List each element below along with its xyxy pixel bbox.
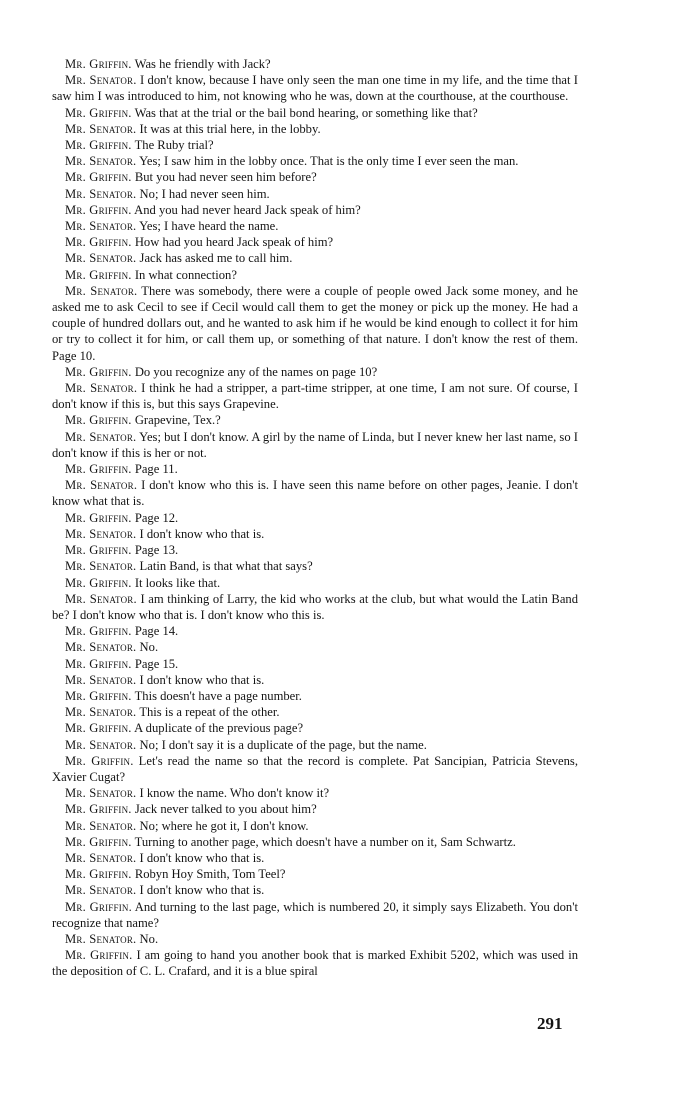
speaker-label: Mr. Griffin. [65,543,132,558]
speaker-label: Mr. Griffin. [65,105,132,120]
transcript-paragraph [52,364,578,380]
speaker-label: Mr. Senator. [65,883,137,898]
speaker-label: Mr. Griffin. [65,834,132,849]
transcript-paragraph [52,477,578,509]
speaker-label: Mr. Senator. [65,283,138,298]
speaker-label: Mr. Senator. [65,786,137,801]
transcript-paragraph [52,169,578,185]
speaker-label: Mr. Griffin. [65,235,132,250]
transcript-paragraph [52,688,578,704]
transcript-paragraph [52,639,578,655]
speech-text: A duplicate of the previous page? [134,721,304,736]
speaker-label: Mr. Senator. [65,737,137,752]
speech-text: And you had never heard Jack speak of him? [134,202,361,217]
speaker-label: Mr. Senator. [65,73,137,88]
speaker-label: Mr. Griffin. [65,202,132,217]
speech-text: Latin Band, is that what that says? [139,559,313,574]
transcript-paragraph [52,56,578,72]
speech-text: Page 15. [134,656,179,671]
transcript-paragraph [52,72,578,104]
speech-text: Robyn Hoy Smith, Tom Teel? [134,867,286,882]
transcript-paragraph [52,866,578,882]
transcript-paragraph [52,720,578,736]
speaker-label: Mr. Senator. [65,850,137,865]
speech-text: Page 14. [134,624,179,639]
transcript-paragraph [52,137,578,153]
speaker-label: Mr. Griffin. [65,802,132,817]
speaker-label: Mr. Griffin. [65,462,132,477]
transcript-paragraph [52,186,578,202]
speech-text: Turning to another page, which doesn't have a number on it, Sam Schwartz. [134,834,516,849]
transcript-paragraph [52,218,578,234]
speech-text: Jack has asked me to call him. [139,251,293,266]
speaker-label: Mr. Griffin. [65,267,132,282]
transcript-paragraph [52,429,578,461]
speaker-label: Mr. Griffin. [65,364,132,379]
speech-text: Yes; I have heard the name. [139,219,279,234]
speech-text: Was he friendly with Jack? [134,57,271,71]
transcript-paragraph [52,202,578,218]
transcript-paragraph [52,737,578,753]
speech-text: Page 13. [134,543,179,558]
speech-text: No; I don't say it is a duplicate of the page, but the name. [139,737,427,752]
speaker-label: Mr. Senator. [65,931,137,946]
speaker-label: Mr. Griffin. [65,57,132,71]
speech-text: I am going to hand you another book that is marked Exhibit 5202, which was used in the deposition of C. L. Crafard, and it is a blue spiral [52,948,578,979]
transcript-paragraph [52,753,578,785]
speech-text: I don't know who that is. [139,526,265,541]
transcript-paragraph [52,834,578,850]
speaker-label: Mr. Senator. [65,526,137,541]
speech-text: This is a repeat of the other. [139,705,280,720]
speaker-label: Mr. Senator. [65,381,138,396]
transcript-paragraph [52,234,578,250]
transcript-paragraph [52,526,578,542]
speaker-label: Mr. Senator. [65,121,137,136]
speaker-label: Mr. Griffin. [65,656,132,671]
speech-text: I know the name. Who don't know it? [139,786,330,801]
transcript-paragraph [52,850,578,866]
speech-text: I don't know who this is. I have seen this name before on other pages, Jeanie. I don't know what that is. [52,478,579,509]
transcript-paragraph [52,818,578,834]
speaker-label: Mr. Griffin. [65,721,132,736]
speaker-label: Mr. Senator. [65,219,137,234]
speech-text: Let's read the name so that the record is complete. Pat Sancipian, Patricia Stevens, Xavier Cugat? [52,753,578,784]
speech-text: There was somebody, there were a couple of people owed Jack some money, and he asked me to ask Cecil to see if Cecil would call them to get the money or pick up the money. He had a couple of hundred dollars out, and he wanted to ask him if he would be kind enough to collect it for him or try to collect it for him, or call them up, or something of that nature. I don't know the rest of them. Page 10. [52,283,579,363]
speaker-label: Mr. Griffin. [65,575,132,590]
speaker-label: Mr. Senator. [65,186,137,201]
speech-text: Yes; I saw him in the lobby once. That is the only time I ever seen the man. [139,154,519,169]
transcript-paragraph [52,380,578,412]
transcript-paragraph [52,785,578,801]
speech-text: It looks like that. [134,575,221,590]
speech-text: No; I had never seen him. [139,186,270,201]
transcript-paragraph [52,947,578,979]
speech-text: And turning to the last page, which is numbered 20, it simply says Elizabeth. You don't recognize that name? [52,899,578,930]
speaker-label: Mr. Senator. [65,672,137,687]
speaker-label: Mr. Senator. [65,154,137,169]
speech-text: This doesn't have a page number. [134,688,302,703]
speech-text: No; where he got it, I don't know. [139,818,309,833]
speech-text: Page 11. [134,462,178,477]
transcript-paragraph [52,542,578,558]
speech-text: How had you heard Jack speak of him? [134,235,334,250]
speech-text: In what connection? [134,267,237,282]
transcript-paragraph [52,461,578,477]
transcript-paragraph [52,591,578,623]
speaker-label: Mr. Griffin. [65,948,133,963]
speech-text: I am thinking of Larry, the kid who works at the club, but what would the Latin Band be? I don't know who that is. I don't know who this is. [52,591,579,622]
speaker-label: Mr. Senator. [65,559,137,574]
speaker-label: Mr. Griffin. [65,624,132,639]
transcript-paragraph [52,931,578,947]
speaker-label: Mr. Senator. [65,640,137,655]
transcript-paragraph [52,899,578,931]
speaker-label: Mr. Griffin. [65,413,132,428]
transcript-paragraph [52,623,578,639]
speech-text: It was at this trial here, in the lobby. [139,121,321,136]
transcript-paragraph [52,267,578,283]
speaker-label: Mr. Griffin. [65,867,132,882]
speaker-label: Mr. Senator. [65,705,137,720]
speaker-label: Mr. Senator. [65,478,138,493]
speech-text: Yes; but I don't know. A girl by the name of Linda, but I never knew her last name, so I don't know if this is her or not. [52,429,578,460]
page-number: 291 [537,1014,563,1033]
speech-text: I don't know, because I have only seen the man one time in my life, and the time that I saw him I was introduced to him, not knowing who he was, down at the courthouse, at the courthouse. [52,73,579,104]
speaker-label: Mr. Griffin. [65,510,132,525]
transcript-paragraph [52,121,578,137]
transcript-paragraph [52,558,578,574]
speech-text: The Ruby trial? [134,138,214,153]
speech-text: I think he had a stripper, a part-time stripper, at one time, I am not sure. Of course, I don't know if this is, but this says Grapevine. [52,381,578,412]
transcript-paragraph [52,575,578,591]
transcript-paragraph [52,250,578,266]
speaker-label: Mr. Griffin. [65,753,134,768]
speech-text: Do you recognize any of the names on page 10? [134,364,378,379]
transcript-paragraph [52,105,578,121]
transcript-paragraph [52,672,578,688]
speech-text: But you had never seen him before? [134,170,317,185]
speech-text: I don't know who that is. [139,883,265,898]
speaker-label: Mr. Griffin. [65,688,132,703]
transcript-paragraph [52,412,578,428]
speaker-label: Mr. Senator. [65,818,137,833]
speaker-label: Mr. Griffin. [65,899,132,914]
speaker-label: Mr. Senator. [65,429,137,444]
transcript-paragraph [52,801,578,817]
transcript-paragraph [52,283,578,364]
transcript-paragraph [52,704,578,720]
speaker-label: Mr. Senator. [65,251,137,266]
transcript-body [52,56,578,980]
transcript-paragraph [52,153,578,169]
speech-text: No. [139,931,159,946]
speech-text: I don't know who that is. [139,850,265,865]
speech-text: No. [139,640,159,655]
transcript-paragraph [52,510,578,526]
transcript-paragraph [52,882,578,898]
transcript-paragraph [52,656,578,672]
speech-text: Page 12. [134,510,179,525]
speech-text: Was that at the trial or the bail bond hearing, or something like that? [134,105,478,120]
speech-text: I don't know who that is. [139,672,265,687]
speaker-label: Mr. Griffin. [65,138,132,153]
speech-text: Grapevine, Tex.? [134,413,221,428]
speech-text: Jack never talked to you about him? [134,802,317,817]
speaker-label: Mr. Griffin. [65,170,132,185]
speaker-label: Mr. Senator. [65,591,137,606]
